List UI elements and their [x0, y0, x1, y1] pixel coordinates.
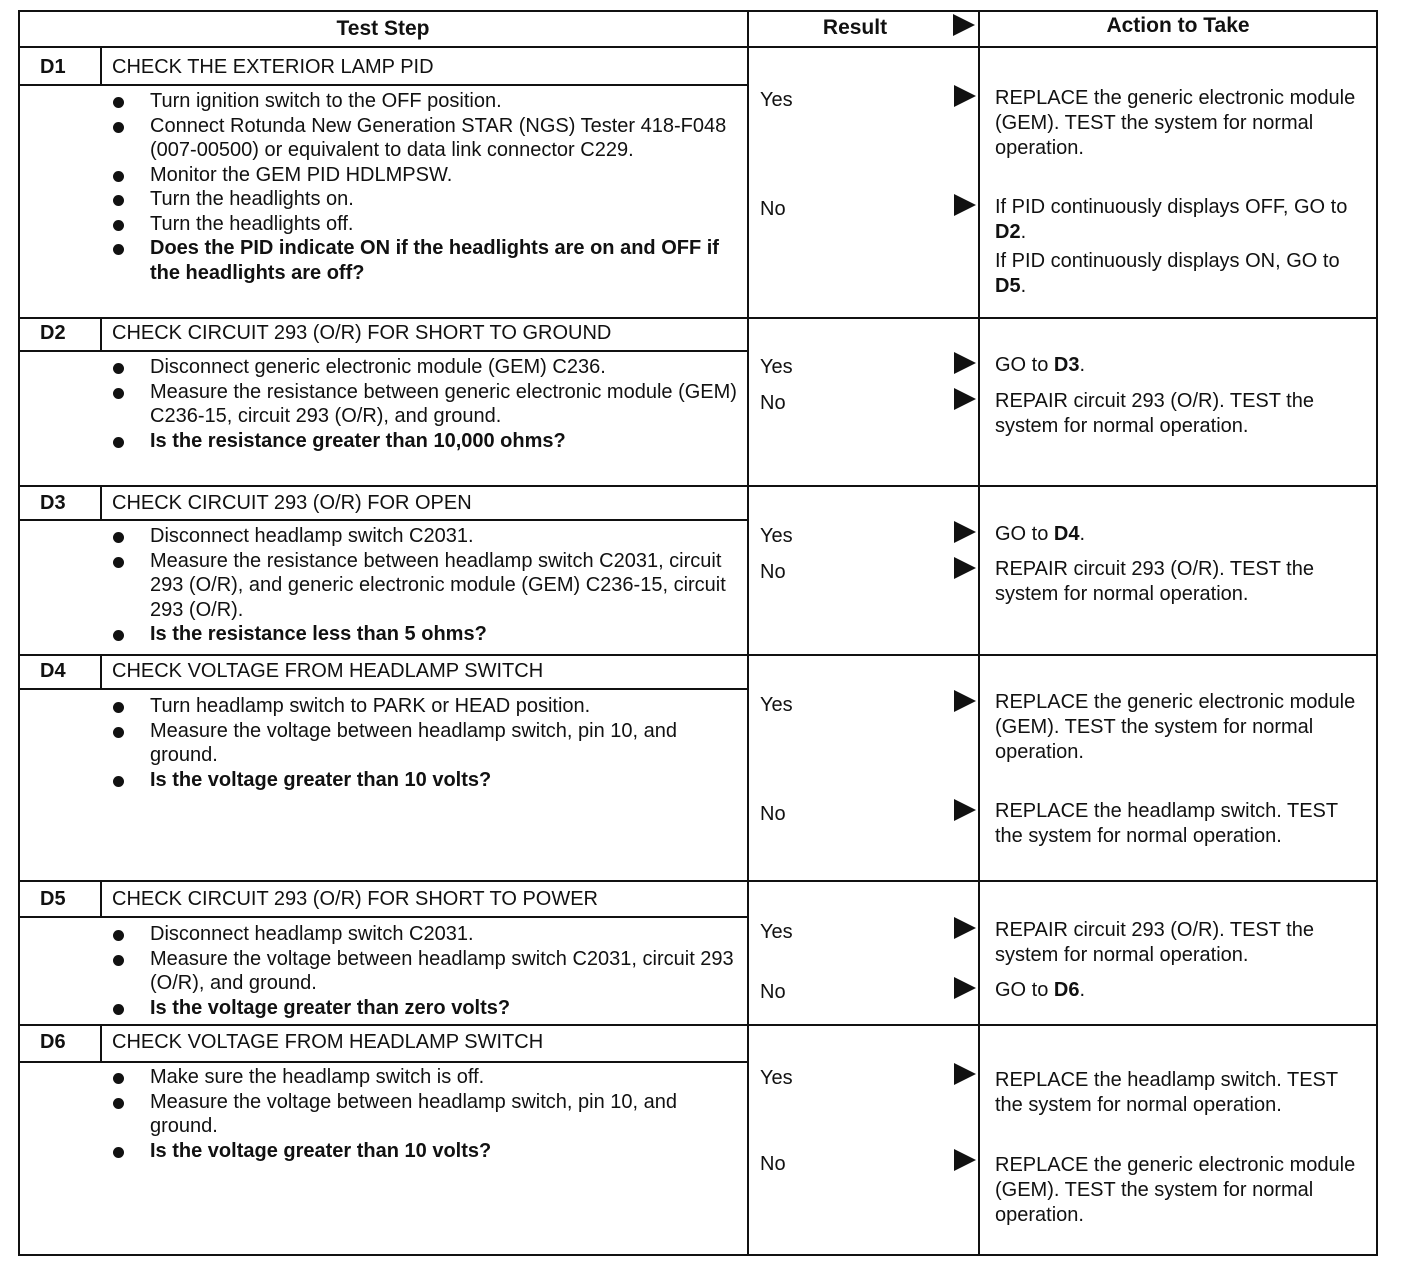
step-title: CHECK CIRCUIT 293 (O/R) FOR SHORT TO GROUND: [112, 322, 612, 344]
step-instruction: Turn headlamp switch to PARK or HEAD position.: [110, 694, 745, 719]
action-fragment: REPAIR circuit 293 (O/R). TEST the system for normal operation.: [995, 919, 1314, 966]
result-no: No: [760, 981, 786, 1003]
result-no: No: [760, 803, 786, 825]
action-text: [995, 557, 1365, 607]
action-fragment: .: [1079, 979, 1086, 1001]
column-divider: [100, 485, 102, 519]
result-arrow-icon: [954, 690, 976, 712]
action-fragment: If PID continuously displays ON, GO to: [995, 250, 1340, 272]
action-text: [995, 389, 1365, 439]
rule-line: [18, 519, 747, 521]
action-line: [995, 978, 1365, 1003]
action-text: [995, 195, 1365, 299]
action-fragment: REPLACE the generic electronic module (GEM). TEST the system for normal operation.: [995, 87, 1356, 159]
step-instruction: Turn the headlights on.: [110, 187, 745, 212]
result-no: No: [760, 198, 786, 220]
action-fragment: REPLACE the headlamp switch. TEST the system for normal operation.: [995, 800, 1338, 847]
result-arrow-icon: [954, 1149, 976, 1171]
step-id: D2: [40, 322, 66, 344]
action-fragment: REPAIR circuit 293 (O/R). TEST the system for normal operation.: [995, 390, 1314, 437]
step-id: D1: [40, 56, 66, 78]
step-title: CHECK CIRCUIT 293 (O/R) FOR OPEN: [112, 492, 472, 514]
result-arrow-icon: [954, 1063, 976, 1085]
action-fragment: .: [1079, 354, 1086, 376]
rule-line: [18, 880, 1378, 882]
result-no: No: [760, 1153, 786, 1175]
step-procedure-list: [110, 922, 745, 1020]
action-fragment: .: [1020, 221, 1027, 243]
step-instruction: Turn ignition switch to the OFF position.: [110, 89, 745, 114]
result-yes: Yes: [760, 356, 793, 378]
step-instruction: Measure the voltage between headlamp switch C2031, circuit 293 (O/R), and ground.: [110, 947, 745, 996]
action-text: [995, 978, 1365, 1003]
result-arrow-icon: [954, 977, 976, 999]
action-text: [995, 353, 1365, 378]
action-fragment: REPLACE the generic electronic module (GEM). TEST the system for normal operation.: [995, 691, 1356, 763]
action-step-ref: D4: [1053, 523, 1080, 545]
action-fragment: REPLACE the headlamp switch. TEST the system for normal operation.: [995, 1069, 1338, 1116]
step-procedure-list: [110, 89, 745, 285]
column-divider: [100, 654, 102, 688]
step-instruction: Disconnect headlamp switch C2031.: [110, 524, 745, 549]
action-text: [995, 690, 1365, 765]
action-fragment: GO to: [995, 979, 1054, 1001]
result-arrow-icon: [954, 85, 976, 107]
header-action: Action to Take: [1106, 14, 1250, 37]
step-instruction: Measure the resistance between headlamp switch C2031, circuit 293 (O/R), and generic electronic module (GEM) C236-15, circuit 293 (O/R).: [110, 549, 745, 623]
rule-line: [18, 317, 1378, 319]
step-instruction: Disconnect headlamp switch C2031.: [110, 922, 745, 947]
action-line: [995, 557, 1365, 607]
action-fragment: .: [1079, 523, 1086, 545]
action-step-ref: D6: [1053, 979, 1080, 1001]
rule-line: [18, 485, 1378, 487]
rule-line: [18, 916, 747, 918]
action-line: [995, 1153, 1365, 1228]
step-question: Does the PID indicate ON if the headlights are on and OFF if the headlights are off?: [110, 236, 745, 285]
action-fragment: GO to: [995, 354, 1054, 376]
result-no: No: [760, 392, 786, 414]
result-arrow-icon: [954, 194, 976, 216]
rule-line: [18, 46, 1378, 48]
header-arrow-icon: [953, 14, 975, 36]
action-step-ref: D3: [1053, 354, 1080, 376]
step-id: D3: [40, 492, 66, 514]
result-yes: Yes: [760, 89, 793, 111]
result-arrow-icon: [954, 388, 976, 410]
result-arrow-icon: [954, 521, 976, 543]
step-instruction: Disconnect generic electronic module (GEM) C236.: [110, 355, 745, 380]
action-fragment: GO to: [995, 523, 1054, 545]
rule-line: [18, 1024, 1378, 1026]
step-instruction: Measure the resistance between generic electronic module (GEM) C236-15, circuit 293 (O/R), and ground.: [110, 380, 745, 429]
rule-line: [18, 1061, 747, 1063]
action-fragment: .: [1020, 275, 1027, 297]
column-divider: [1376, 10, 1378, 1254]
step-id: D4: [40, 660, 66, 682]
action-fragment: REPLACE the generic electronic module (GEM). TEST the system for normal operation.: [995, 1154, 1356, 1226]
action-text: [995, 918, 1365, 968]
column-divider: [978, 10, 980, 1254]
result-arrow-icon: [954, 799, 976, 821]
step-instruction: Turn the headlights off.: [110, 212, 745, 237]
header-result: Result: [822, 16, 888, 39]
column-divider: [100, 880, 102, 916]
rule-line: [18, 1254, 1378, 1256]
header-test-step: Test Step: [336, 17, 430, 40]
result-yes: Yes: [760, 921, 793, 943]
action-text: [995, 1068, 1365, 1118]
action-line: [995, 1068, 1365, 1118]
step-question: Is the voltage greater than 10 volts?: [110, 768, 745, 793]
result-arrow-icon: [954, 917, 976, 939]
column-divider: [100, 317, 102, 350]
column-divider: [747, 10, 749, 1254]
action-line: [995, 86, 1365, 161]
step-question: Is the voltage greater than zero volts?: [110, 996, 745, 1021]
action-fragment: If PID continuously displays OFF, GO to: [995, 196, 1348, 218]
result-yes: Yes: [760, 1067, 793, 1089]
rule-line: [18, 84, 747, 86]
step-id: D5: [40, 888, 66, 910]
step-question: Is the resistance less than 5 ohms?: [110, 622, 745, 647]
action-text: [995, 522, 1365, 547]
step-procedure-list: [110, 524, 745, 647]
step-title: CHECK THE EXTERIOR LAMP PID: [112, 56, 434, 78]
action-line: [995, 195, 1365, 245]
action-step-ref: D5: [995, 275, 1021, 297]
action-line: [995, 522, 1365, 547]
result-arrow-icon: [954, 352, 976, 374]
result-yes: Yes: [760, 694, 793, 716]
rule-line: [18, 350, 747, 352]
action-line: [995, 353, 1365, 378]
column-divider: [100, 46, 102, 84]
step-instruction: Make sure the headlamp switch is off.: [110, 1065, 745, 1090]
step-instruction: Connect Rotunda New Generation STAR (NGS) Tester 418-F048 (007-00500) or equivalent to data link connector C229.: [110, 114, 745, 163]
result-yes: Yes: [760, 525, 793, 547]
step-procedure-list: [110, 355, 745, 453]
action-line: [995, 249, 1365, 299]
step-procedure-list: [110, 1065, 745, 1163]
action-line: [995, 799, 1365, 849]
action-fragment: REPAIR circuit 293 (O/R). TEST the system for normal operation.: [995, 558, 1314, 605]
action-line: [995, 389, 1365, 439]
result-arrow-icon: [954, 557, 976, 579]
action-line: [995, 918, 1365, 968]
step-question: Is the resistance greater than 10,000 ohms?: [110, 429, 745, 454]
step-procedure-list: [110, 694, 745, 792]
step-question: Is the voltage greater than 10 volts?: [110, 1139, 745, 1164]
result-no: No: [760, 561, 786, 583]
column-divider: [18, 10, 20, 1254]
action-step-ref: D2: [995, 221, 1021, 243]
action-text: [995, 1153, 1365, 1228]
step-instruction: Measure the voltage between headlamp switch, pin 10, and ground.: [110, 1090, 745, 1139]
action-text: [995, 799, 1365, 849]
step-instruction: Measure the voltage between headlamp switch, pin 10, and ground.: [110, 719, 745, 768]
action-text: [995, 86, 1365, 161]
step-title: CHECK VOLTAGE FROM HEADLAMP SWITCH: [112, 1031, 544, 1053]
step-title: CHECK VOLTAGE FROM HEADLAMP SWITCH: [112, 660, 544, 682]
column-divider: [100, 1024, 102, 1061]
step-title: CHECK CIRCUIT 293 (O/R) FOR SHORT TO POWER: [112, 888, 598, 910]
rule-line: [18, 688, 747, 690]
step-instruction: Monitor the GEM PID HDLMPSW.: [110, 163, 745, 188]
rule-line: [18, 10, 1378, 12]
step-id: D6: [40, 1031, 66, 1053]
action-line: [995, 690, 1365, 765]
rule-line: [18, 654, 1378, 656]
